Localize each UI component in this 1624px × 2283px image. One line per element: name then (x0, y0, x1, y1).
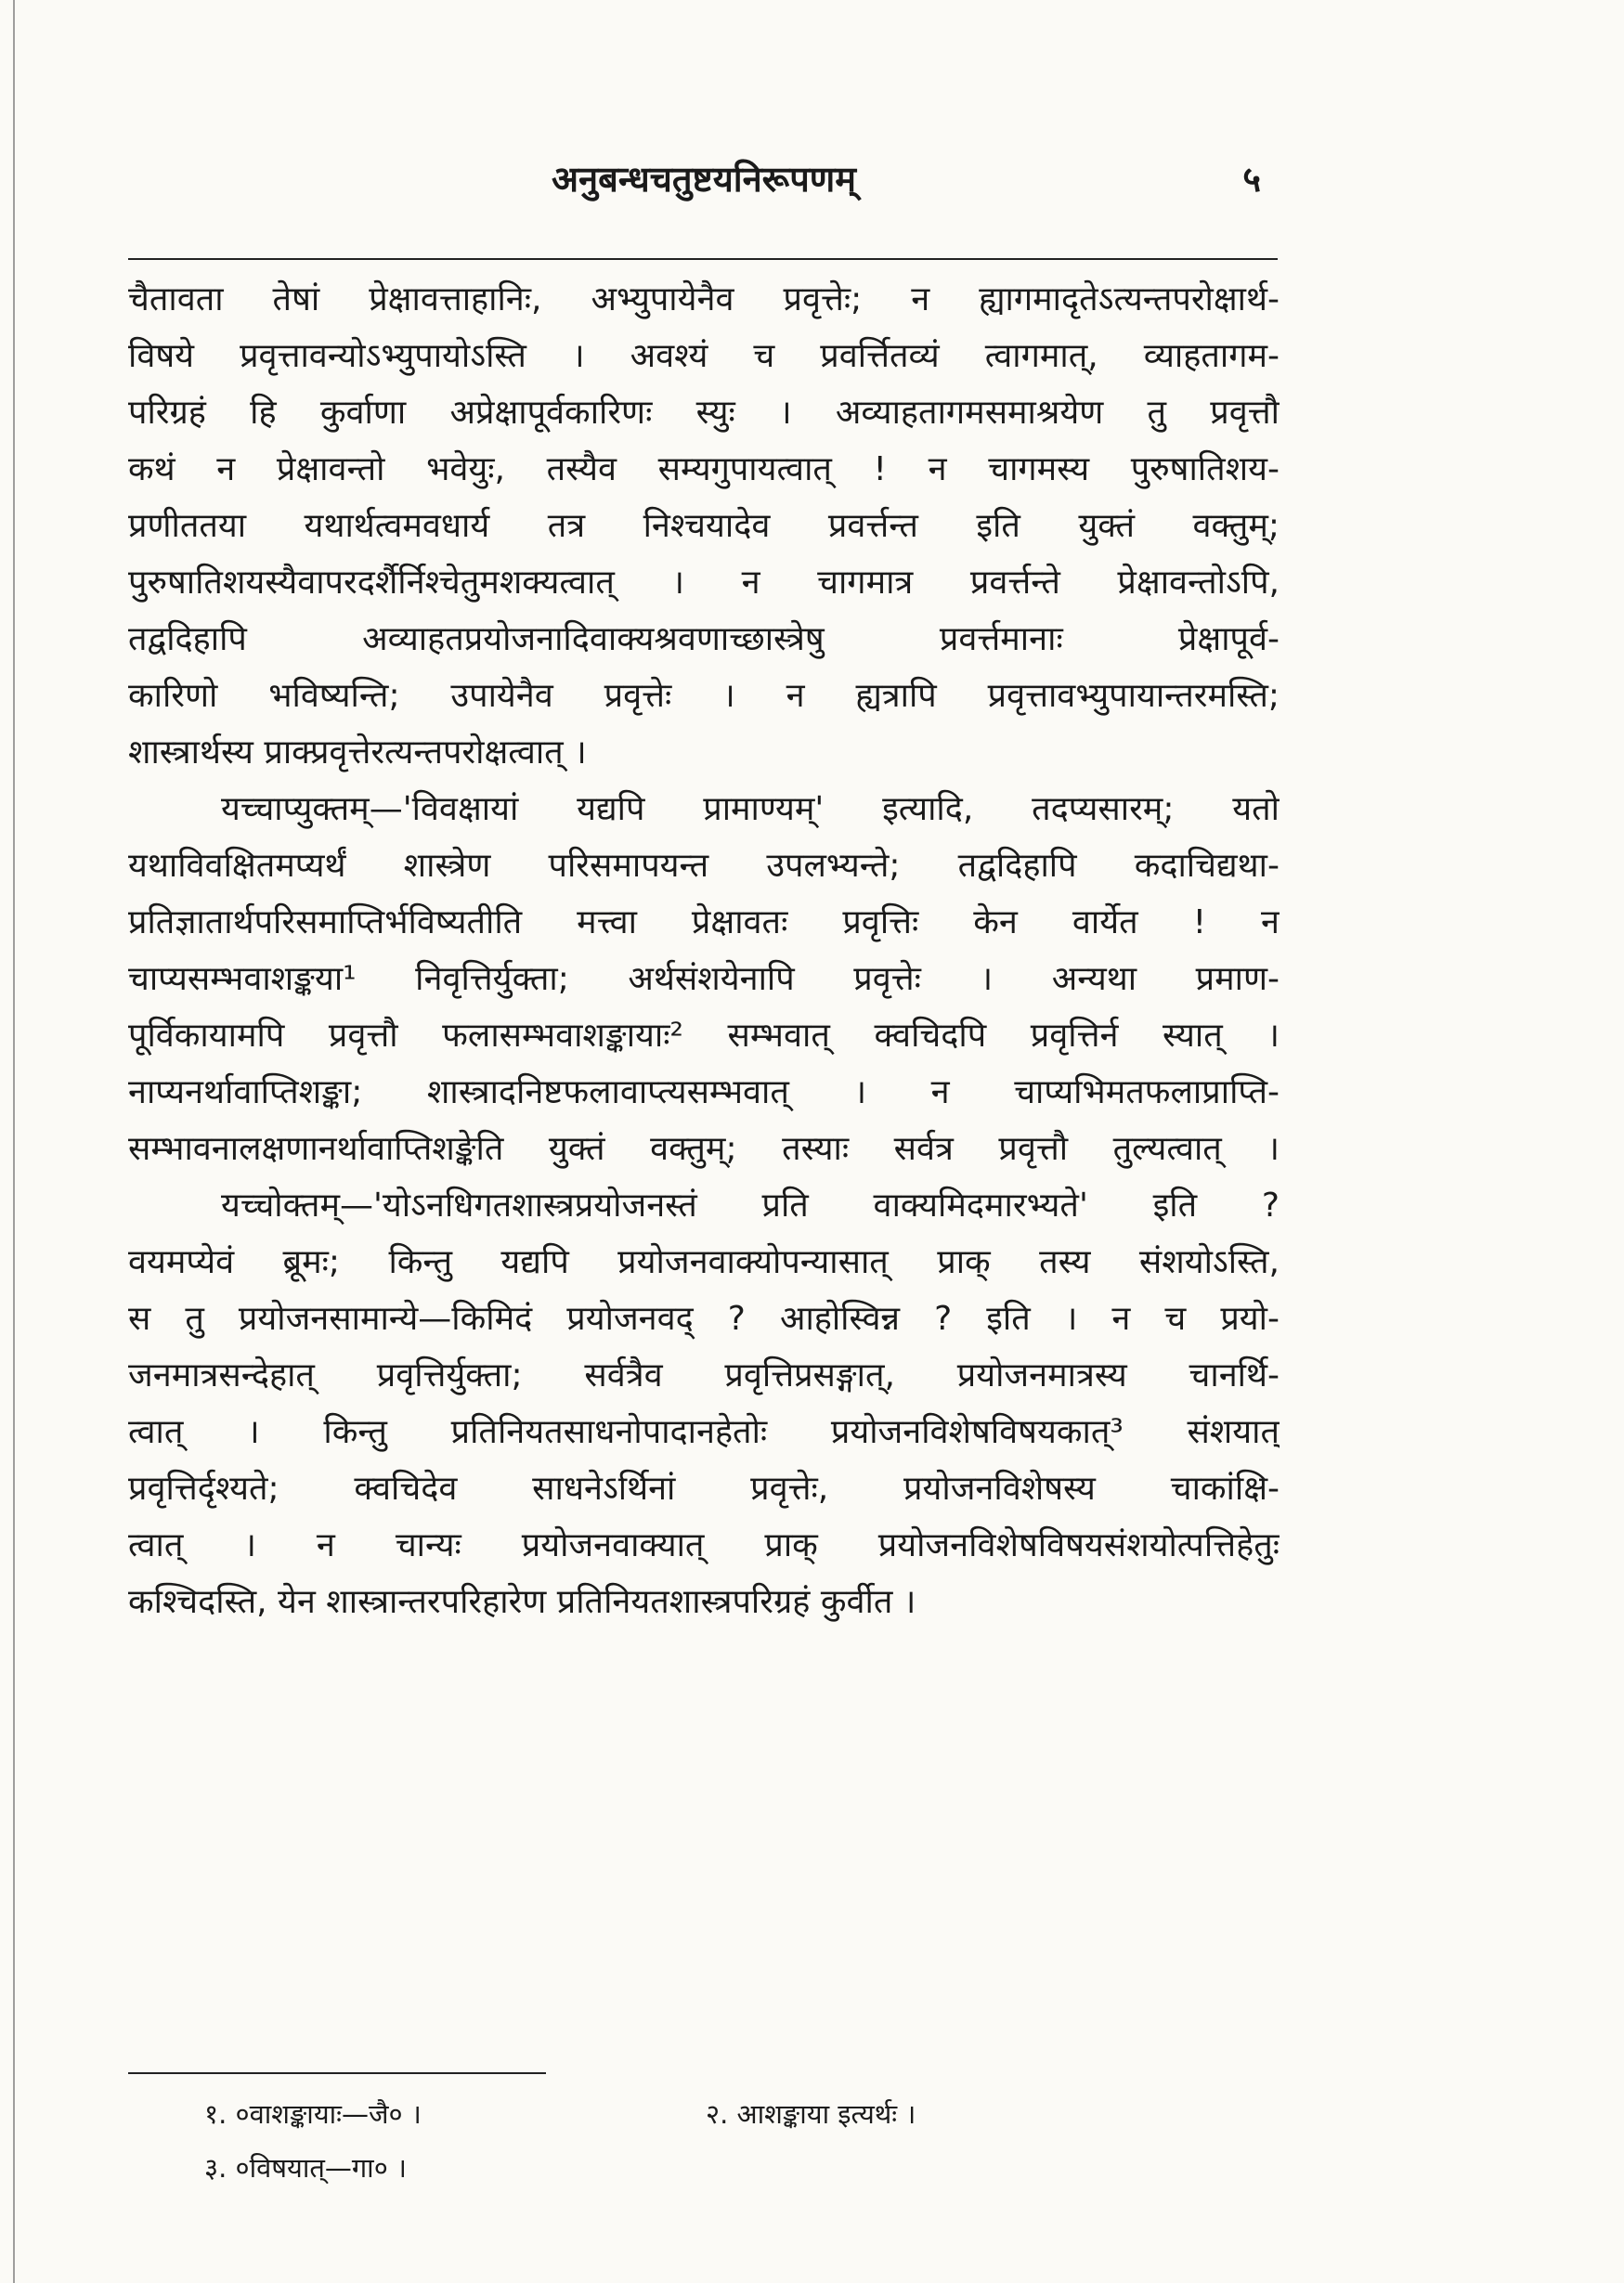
paragraph-3 (128, 1177, 1280, 1630)
header-rule (128, 258, 1278, 260)
footnote-2: २. आशङ्काया इत्यर्थः । (706, 2098, 916, 2130)
paragraph-2 (128, 781, 1280, 1177)
text-line: कथं न प्रेक्षावन्तो भवेयुः, तस्यैव सम्यगुपायत्वात् ! न चागमस्य पुरुषातिशय- (128, 450, 1280, 488)
text-line: त्वात् । किन्तु प्रतिनियतसाधनोपादानहेतोः प्रयोजनविशेषविषयकात्³ संशयात् (128, 1413, 1280, 1451)
text-line: कारिणो भविष्यन्ति; उपायेनैव प्रवृत्तेः । न ह्यत्रापि प्रवृत्तावभ्युपायान्तरमस्ति; (128, 677, 1280, 715)
footnote-1: १. ०वाशङ्कायाः—जै० । (204, 2098, 422, 2130)
text-line: यच्चाप्युक्तम्—'विवक्षायां यद्यपि प्रामाण्यम्' इत्यादि, तदप्यसारम्; यतो (221, 790, 1280, 828)
text-line: प्रणीततया यथार्थत्वमवधार्य तत्र निश्चयादेव प्रवर्त्तन्त इति युक्तं वक्तुम्; (128, 507, 1280, 545)
main-text (128, 271, 1280, 1630)
text-line: पूर्विकायामपि प्रवृत्तौ फलासम्भवाशङ्कायाः² सम्भवात् क्वचिदपि प्रवृत्तिर्न स्यात् । (128, 1017, 1280, 1055)
text-line: प्रवृत्तिर्दृश्यते; क्वचिदेव साधनेऽर्थिनां प्रवृत्तेः, प्रयोजनविशेषस्य चाकांक्षि- (128, 1470, 1280, 1508)
text-line: स तु प्रयोजनसामान्ये—किमिदं प्रयोजनवद् ? आहोस्विन्न ? इति । न च प्रयो- (128, 1300, 1280, 1338)
text-line: परिग्रहं हि कुर्वाणा अप्रेक्षापूर्वकारिणः स्युः । अव्याहतागमसमाश्रयेण तु प्रवृत्तौ (128, 394, 1280, 432)
text-line: पुरुषातिशयस्यैवापरदर्शैर्निश्चेतुमशक्यत्वात् । न चागमात्र प्रवर्त्तन्ते प्रेक्षावन्तोऽपि, (128, 564, 1280, 602)
text-line: यथाविवक्षितमप्यर्थं शास्त्रेण परिसमापयन्त उपलभ्यन्ते; तद्वदिहापि कदाचिद्यथा- (128, 847, 1280, 885)
footnote-3: ३. ०विषयात्—गा० । (204, 2152, 407, 2184)
text-line: त्वात् । न चान्यः प्रयोजनवाक्यात् प्राक् प्रयोजनविशेषविषयसंशयोत्पत्तिहेतुः (128, 1526, 1280, 1564)
text-line: चैतावता तेषां प्रेक्षावत्ताहानिः, अभ्युपायेनैव प्रवृत्तेः; न ह्यागमादृतेऽत्यन्तपरोक्षार्थ- (128, 280, 1280, 318)
paragraph-1 (128, 271, 1280, 781)
running-title: अनुबन्धचतुष्टयनिरूपणम् (552, 159, 856, 200)
footnote-row (128, 2087, 1280, 2141)
footnotes (128, 2087, 1280, 2195)
text-line: चाप्यसम्भवाशङ्कया¹ निवृत्तिर्युक्ता; अर्थसंशयेनापि प्रवृत्तेः । अन्यथा प्रमाण- (128, 960, 1280, 998)
footnote-rule (128, 2072, 546, 2074)
footnote-row (128, 2141, 1280, 2195)
text-line: जनमात्रसन्देहात् प्रवृत्तिर्युक्ता; सर्वत्रैव प्रवृत्तिप्रसङ्गात्, प्रयोजनमात्रस्य चानर्थि- (128, 1356, 1280, 1394)
page-edge-line (13, 0, 15, 2283)
page-number: ५ (1242, 159, 1261, 200)
page-header (128, 149, 1280, 214)
text-line: प्रतिज्ञातार्थपरिसमाप्तिर्भविष्यतीति मत्त्वा प्रेक्षावतः प्रवृत्तिः केन वार्येत ! न (128, 903, 1280, 941)
text-line: तद्वदिहापि अव्याहतप्रयोजनादिवाक्यश्रवणाच्छास्त्रेषु प्रवर्त्तमानाः प्रेक्षापूर्व- (128, 620, 1280, 658)
text-line: नाप्यनर्थावाप्तिशङ्का; शास्त्रादनिष्टफलावाप्त्यसम्भवात् । न चाप्यभिमतफलाप्राप्ति- (128, 1073, 1280, 1111)
text-line: कश्चिदस्ति, येन शास्त्रान्तरपरिहारेण प्रतिनियतशास्त्रपरिग्रहं कुर्वीत । (128, 1583, 916, 1621)
text-line: विषये प्रवृत्तावन्योऽभ्युपायोऽस्ति । अवश्यं च प्रवर्त्तितव्यं त्वागमात्, व्याहतागम- (128, 337, 1280, 375)
text-line: सम्भावनालक्षणानर्थावाप्तिशङ्केति युक्तं वक्तुम्; तस्याः सर्वत्र प्रवृत्तौ तुल्यत्वात् । (128, 1130, 1280, 1168)
text-line: वयमप्येवं ब्रूमः; किन्तु यद्यपि प्रयोजनवाक्योपन्यासात् प्राक् तस्य संशयोऽस्ति, (128, 1243, 1280, 1281)
text-line: यच्चोक्तम्—'योऽनधिगतशास्त्रप्रयोजनस्तं प्रति वाक्यमिदमारभ्यते' इति ? (221, 1187, 1280, 1225)
text-line: शास्त्रार्थस्य प्राक्प्रवृत्तेरत्यन्तपरोक्षत्वात् । (128, 733, 587, 772)
